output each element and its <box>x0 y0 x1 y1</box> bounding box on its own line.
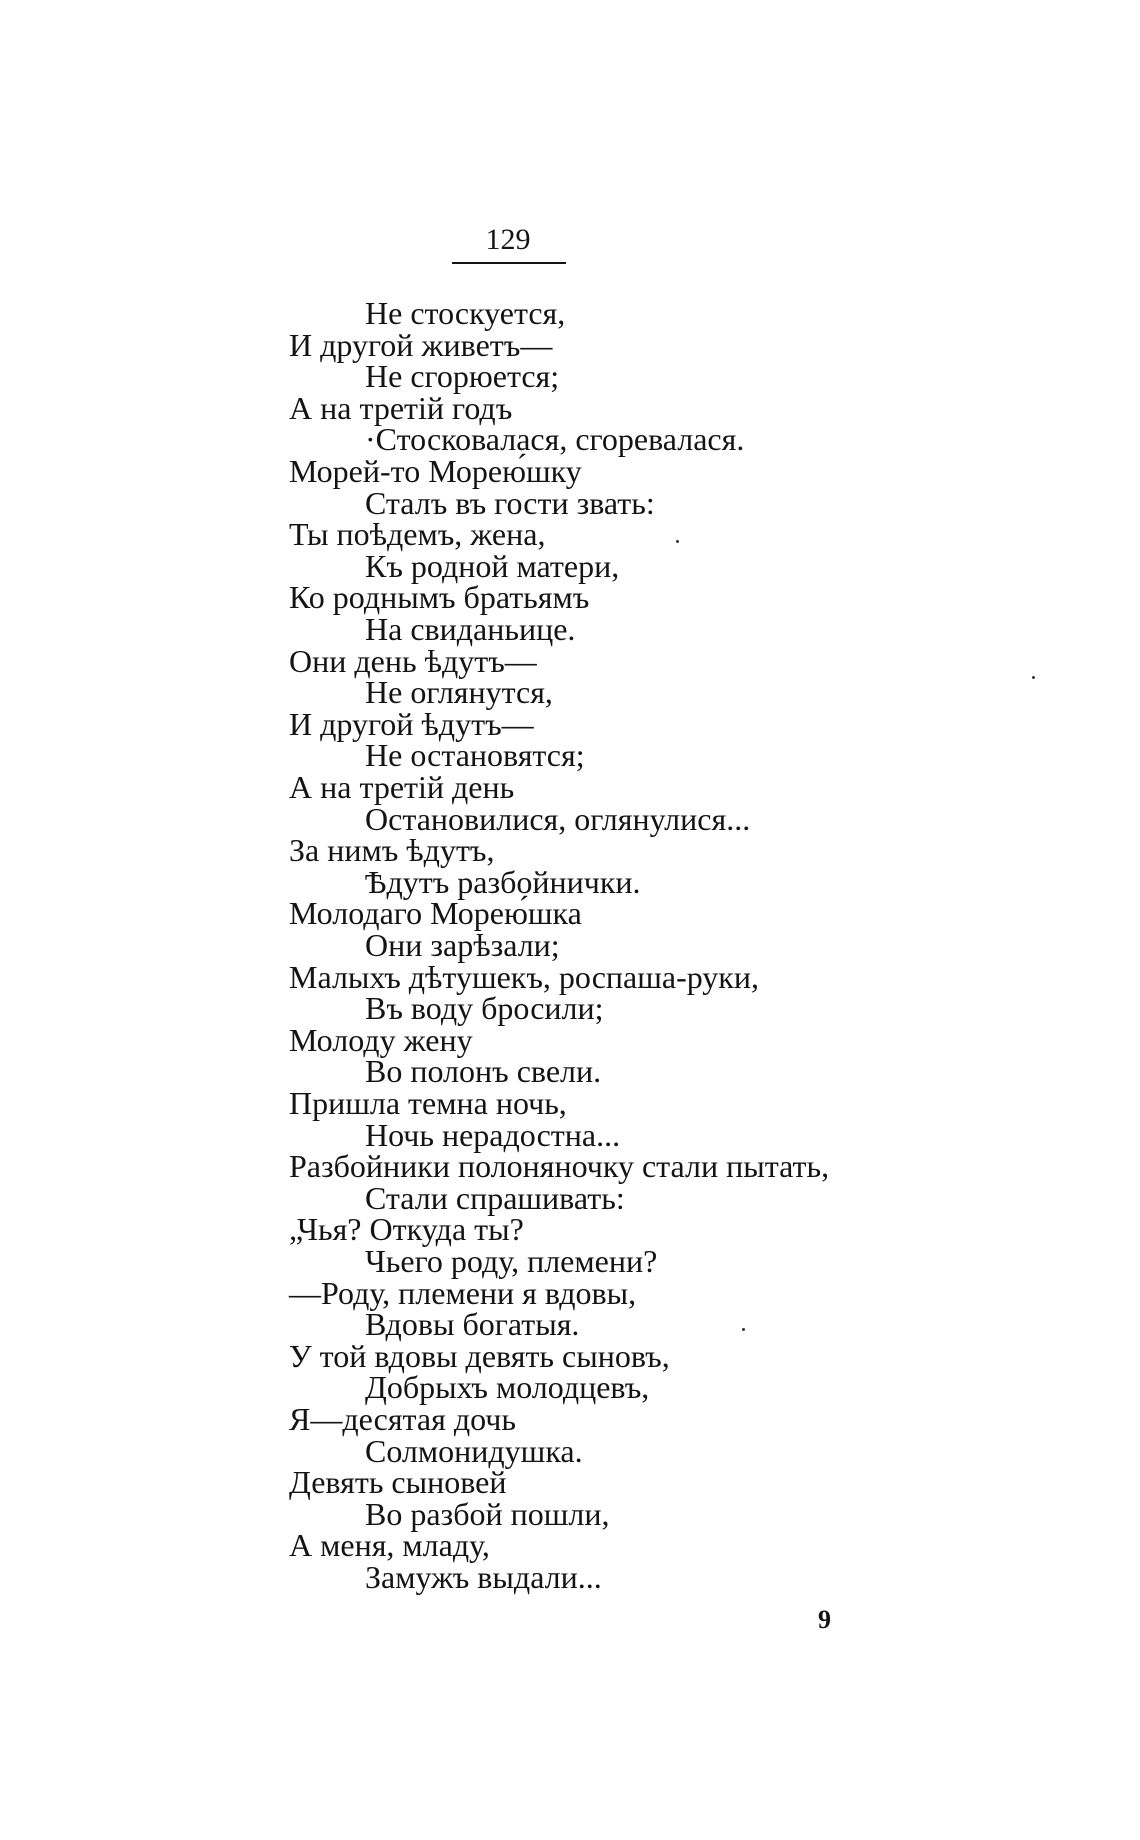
printer-signature-mark: 9 <box>818 1605 831 1634</box>
poem-line-indented: Ночь нерадостна... <box>365 1117 621 1153</box>
poem-line-indented: Ѣдутъ разбойнички. <box>365 864 641 900</box>
poem-line: А на третій день <box>289 769 515 805</box>
poem-line-indented: Они зарѣзали; <box>365 927 560 963</box>
print-speck <box>1032 676 1035 679</box>
poem-line-indented: Во полонъ свели. <box>365 1053 602 1089</box>
print-speck <box>742 1328 745 1331</box>
poem-line: А на третій годъ <box>289 390 513 426</box>
poem-line: Морей-то Морею́шку <box>289 453 582 489</box>
poem-line: И другой ѣдутъ— <box>289 706 534 742</box>
poem-line-indented: Замужъ выдали... <box>365 1559 602 1595</box>
poem-line: За нимъ ѣдутъ, <box>289 832 495 868</box>
poem-line-indented: Стали спрашивать: <box>365 1180 625 1216</box>
poem-line: А меня, младу, <box>289 1527 490 1563</box>
poem-line: —Роду, племени я вдовы, <box>289 1275 637 1311</box>
poem-line-indented: Вдовы богатыя. <box>365 1306 580 1342</box>
poem-line: Разбойники полоняночку стали пытать, <box>289 1148 830 1184</box>
poem-line-indented: Не остановятся; <box>365 737 585 773</box>
poem-line: Девять сыновей <box>289 1464 507 1500</box>
page-number: 129 <box>485 223 531 256</box>
poem-line: Я—десятая дочь <box>289 1401 516 1437</box>
poem-line-indented: Остановилися, оглянулися... <box>365 801 751 837</box>
poem-line-indented: На свиданьице. <box>365 611 576 647</box>
poem-line: У той вдовы девять сыновъ, <box>289 1338 670 1374</box>
poem-line: Пришла темна ночь, <box>289 1085 567 1121</box>
poem-line-indented: Къ родной матери, <box>365 548 620 584</box>
poem-line-indented: Во разбой пошли, <box>365 1496 610 1532</box>
poem-line-indented: Не оглянутся, <box>365 674 553 710</box>
poem-line: Ты поѣдемъ, жена, <box>289 516 546 552</box>
poem-line-indented: Добрыхъ молодцевъ, <box>365 1369 650 1405</box>
poem-line: Малыхъ дѣтушекъ, роспаша-руки, <box>289 959 759 995</box>
poem-line-indented: Не стоскуется, <box>365 295 566 331</box>
poem-line-indented: Сталъ въ гости звать: <box>365 485 655 521</box>
poem-line-indented: Въ воду бросили; <box>365 990 604 1026</box>
poem-line-indented: Чьего роду, племени? <box>365 1243 658 1279</box>
poem-line: Молоду жену <box>289 1022 473 1058</box>
poem-line: Молодаго Морею́шка <box>289 895 582 931</box>
page-number-rule <box>452 262 566 264</box>
poem-line-indented: ·Стосковалася, сгоревалася. <box>365 421 745 457</box>
poem-line-indented: Солмонидушка. <box>365 1433 583 1469</box>
poem-line: Ко роднымъ братьямъ <box>289 579 590 615</box>
print-speck <box>676 540 679 543</box>
poem-line-indented: Не сгорюется; <box>365 358 560 394</box>
poem-line: „Чья? Откуда ты? <box>289 1211 524 1247</box>
poem-line: И другой живетъ— <box>289 327 553 363</box>
poem-line: Они день ѣдутъ— <box>289 643 537 679</box>
